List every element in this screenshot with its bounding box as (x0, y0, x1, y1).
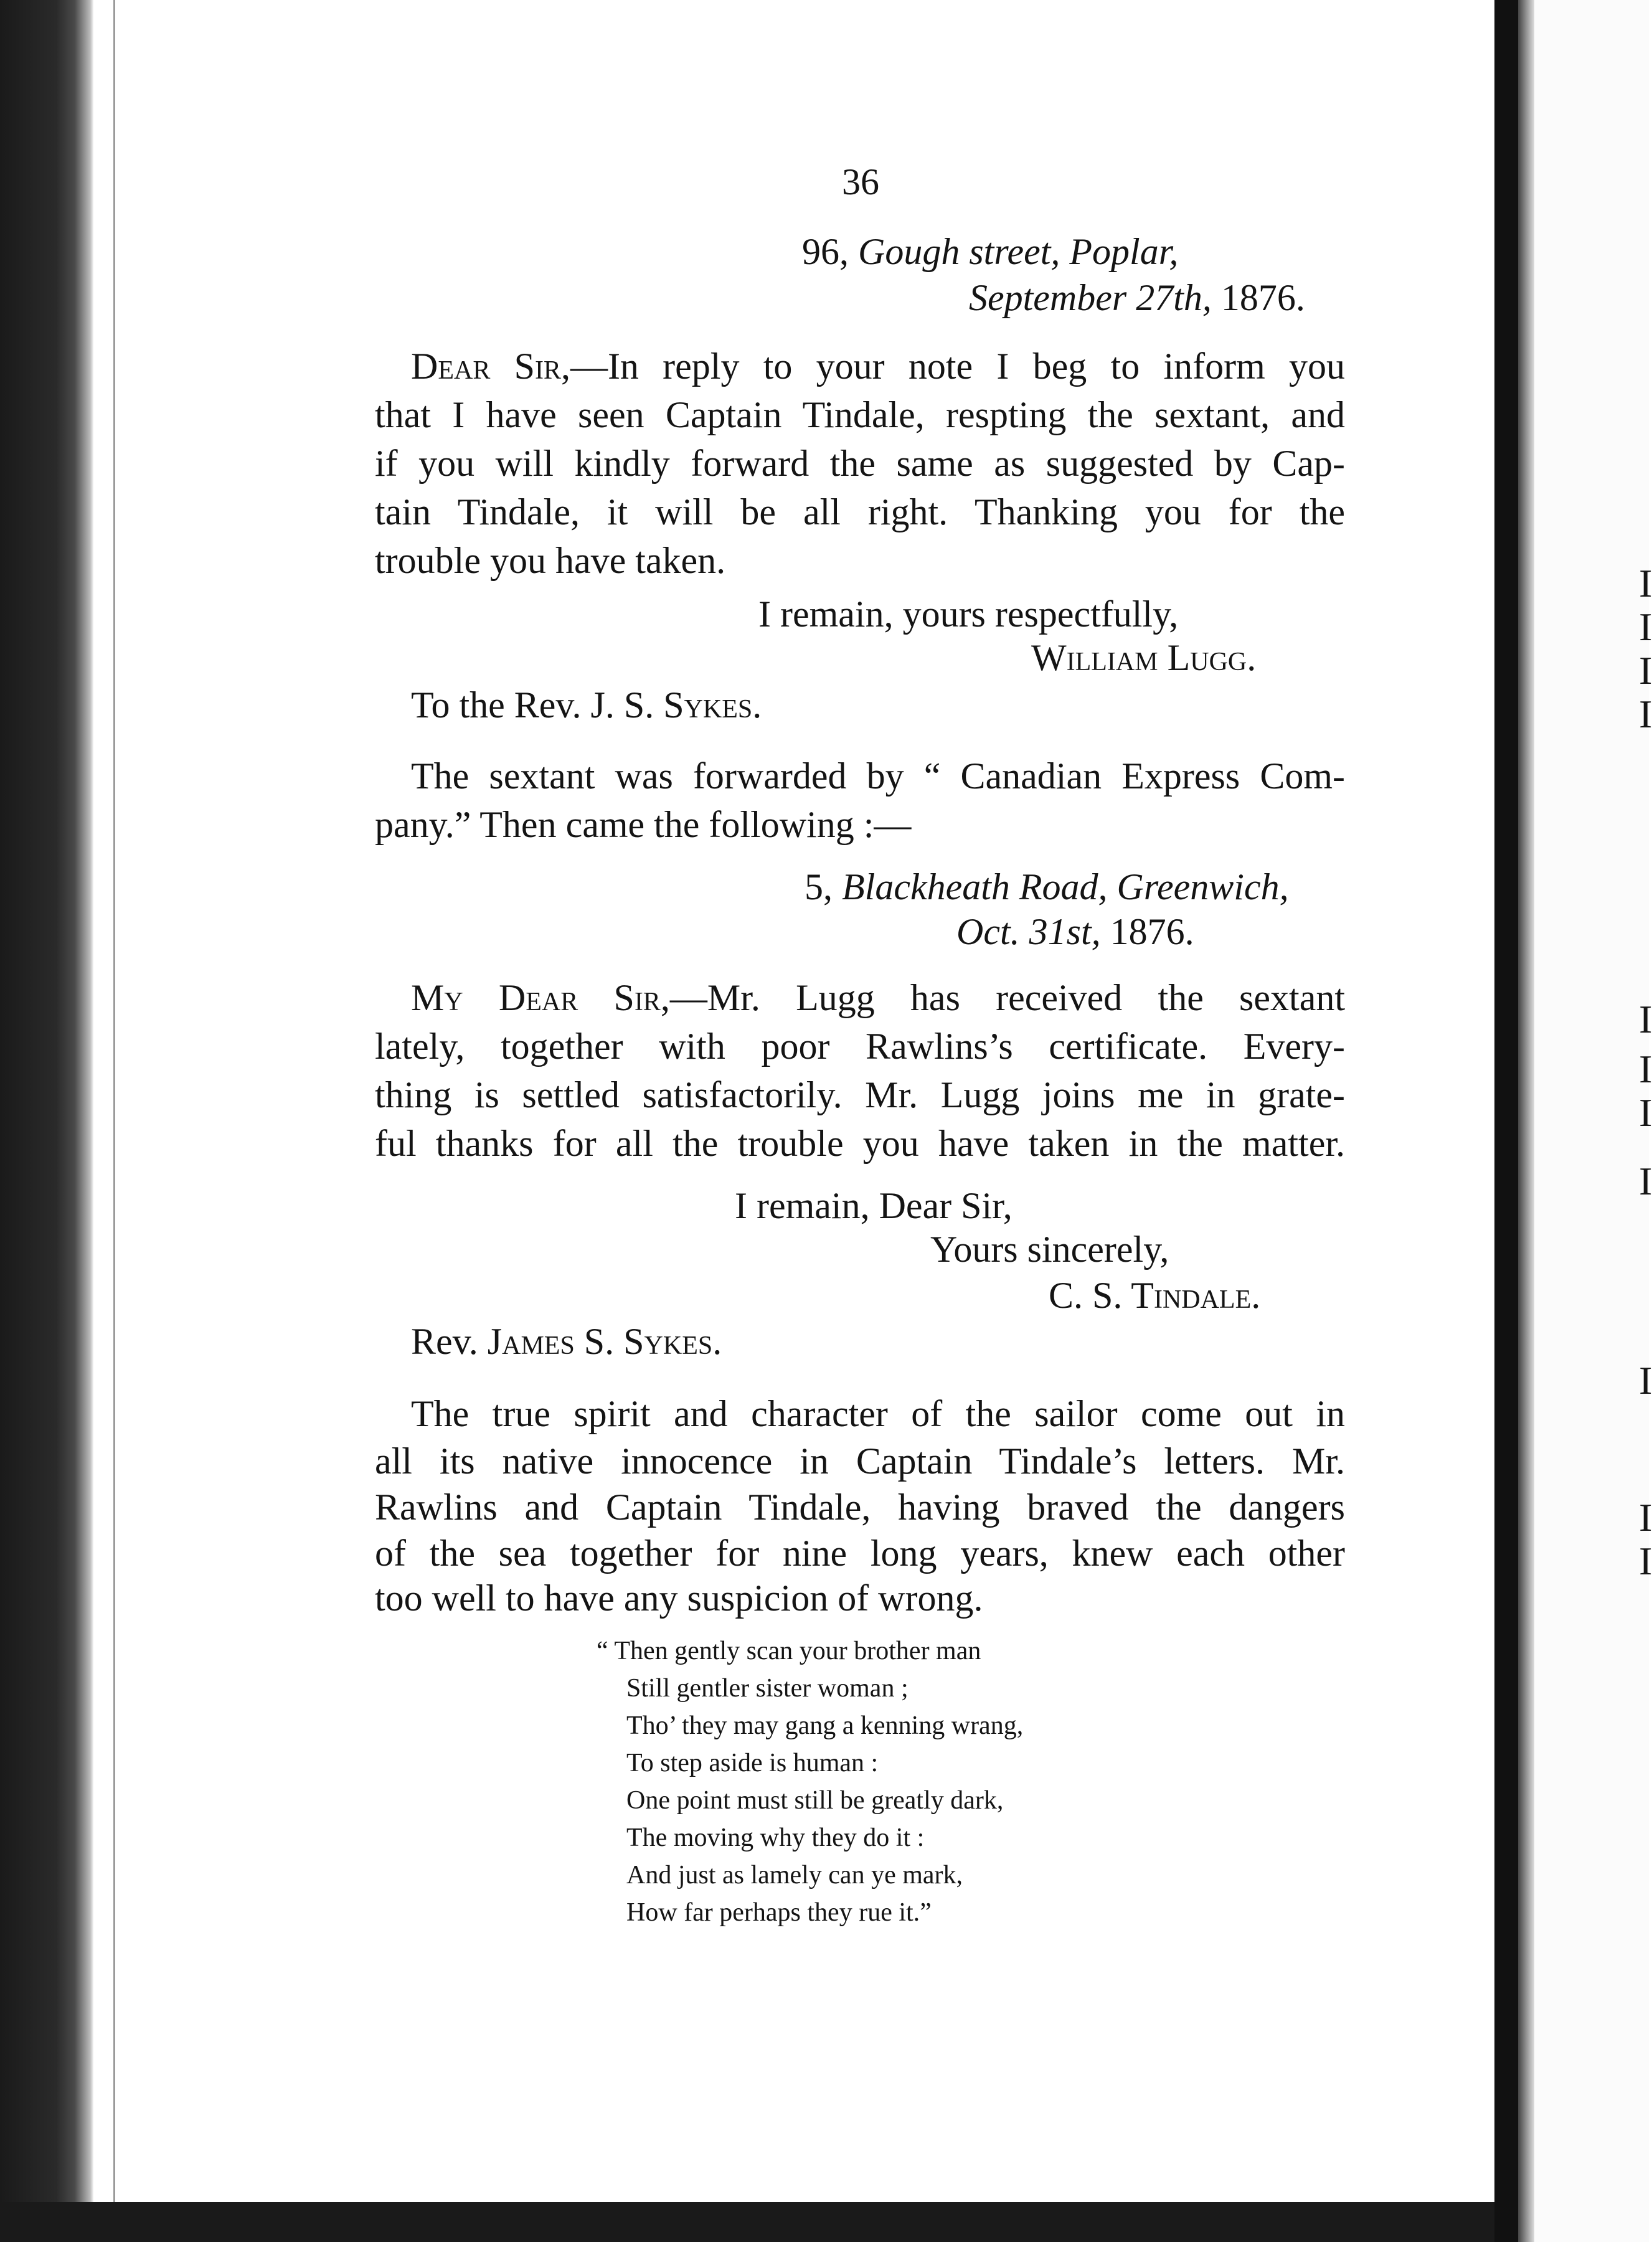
adjacent-page-fragment: I (1639, 1358, 1652, 1402)
letter2-line: thing is settled satisfactorily. Mr. Lugg joins me in grate- (375, 1074, 1345, 1115)
letter1-line: if you will kindly forward the same as suggested by Cap- (375, 443, 1345, 484)
adjacent-page-fragment: I (1639, 1047, 1652, 1091)
letter1-address-line2: September 27th, 1876. (969, 277, 1305, 318)
page-number: 36 (842, 161, 879, 202)
letter1-line: that I have seen Captain Tindale, respting the sextant, and (375, 394, 1345, 435)
adjacent-page-fragment: I (1639, 692, 1652, 736)
page-fold-line (113, 0, 115, 2242)
adjacent-page-fragment: I (1639, 648, 1652, 693)
scan-left-edge (0, 0, 93, 2242)
poem-line: To step aside is human : (626, 1749, 879, 1777)
letter2-signature: C. S. Tindale. (1049, 1275, 1261, 1316)
letter2-closing: Yours sincerely, (930, 1229, 1169, 1270)
scan-bottom-edge (0, 2202, 1649, 2242)
letter2-closing: I remain, Dear Sir, (735, 1185, 1012, 1226)
adjacent-page-fragment: I (1639, 1539, 1652, 1583)
letter2-line: lately, together with poor Rawlins’s certificate. Every- (375, 1026, 1345, 1067)
poem-line: One point must still be greatly dark, (626, 1786, 1004, 1815)
narration2-line: Rawlins and Captain Tindale, having braved the dangers (375, 1487, 1345, 1528)
letter1-line: Dear Sir,—In reply to your note I beg to inform you (411, 346, 1345, 387)
narration2-line: too well to have any suspicion of wrong. (375, 1577, 983, 1619)
letter1-addressee: To the Rev. J. S. Sykes. (411, 684, 762, 726)
letter1-salutation: Dear Sir, (411, 346, 570, 387)
letter2-line: ful thanks for all the trouble you have taken in the matter. (375, 1123, 1345, 1164)
poem-line: “ Then gently scan your brother man (597, 1637, 981, 1665)
letter1-line: trouble you have taken. (375, 540, 726, 581)
letter2-address-line2: Oct. 31st, 1876. (956, 911, 1194, 952)
scan-gutter-bar (1494, 0, 1518, 2242)
adjacent-page-fragment: I (1639, 1090, 1652, 1135)
gutter-shadow (1518, 0, 1534, 2242)
poem-line: Still gentler sister woman ; (626, 1674, 909, 1703)
adjacent-page-fragment: I (1639, 1159, 1652, 1203)
letter1-line: tain Tindale, it will be all right. Thanking you for the (375, 491, 1345, 532)
adjacent-page-fragment: I (1639, 605, 1652, 649)
letter2-addressee: Rev. James S. Sykes. (411, 1321, 722, 1362)
poem-line: The moving why they do it : (626, 1823, 925, 1852)
poem-line: How far perhaps they rue it.” (626, 1898, 932, 1927)
poem-line: Tho’ they may gang a kenning wrang, (626, 1711, 1024, 1740)
adjacent-page-fragment: I (1639, 997, 1652, 1041)
narration2-line: of the sea together for nine long years, knew each other (375, 1533, 1345, 1574)
letter2-salutation: My Dear Sir, (411, 977, 670, 1018)
letter1-address-line1: 96, Gough street, Poplar, (802, 231, 1179, 272)
letter2-line: My Dear Sir,—Mr. Lugg has received the sextant (411, 977, 1345, 1018)
narration1-line: pany.” Then came the following :— (375, 804, 912, 845)
poem-line: And just as lamely can ye mark, (626, 1861, 963, 1890)
narration2-line: The true spirit and character of the sailor come out in (411, 1393, 1345, 1434)
letter1-signature: William Lugg. (1031, 637, 1257, 678)
letter1-closing: I remain, yours respectfully, (758, 594, 1179, 635)
adjacent-page-fragment: I (1639, 1495, 1652, 1540)
adjacent-page (1534, 0, 1649, 2242)
adjacent-page-fragment: I (1639, 561, 1652, 605)
narration1-line: The sextant was forwarded by “ Canadian Express Com- (411, 755, 1345, 797)
narration2-line: all its native innocence in Captain Tindale’s letters. Mr. (375, 1440, 1345, 1482)
letter2-address-line1: 5, Blackheath Road, Greenwich, (805, 866, 1289, 907)
